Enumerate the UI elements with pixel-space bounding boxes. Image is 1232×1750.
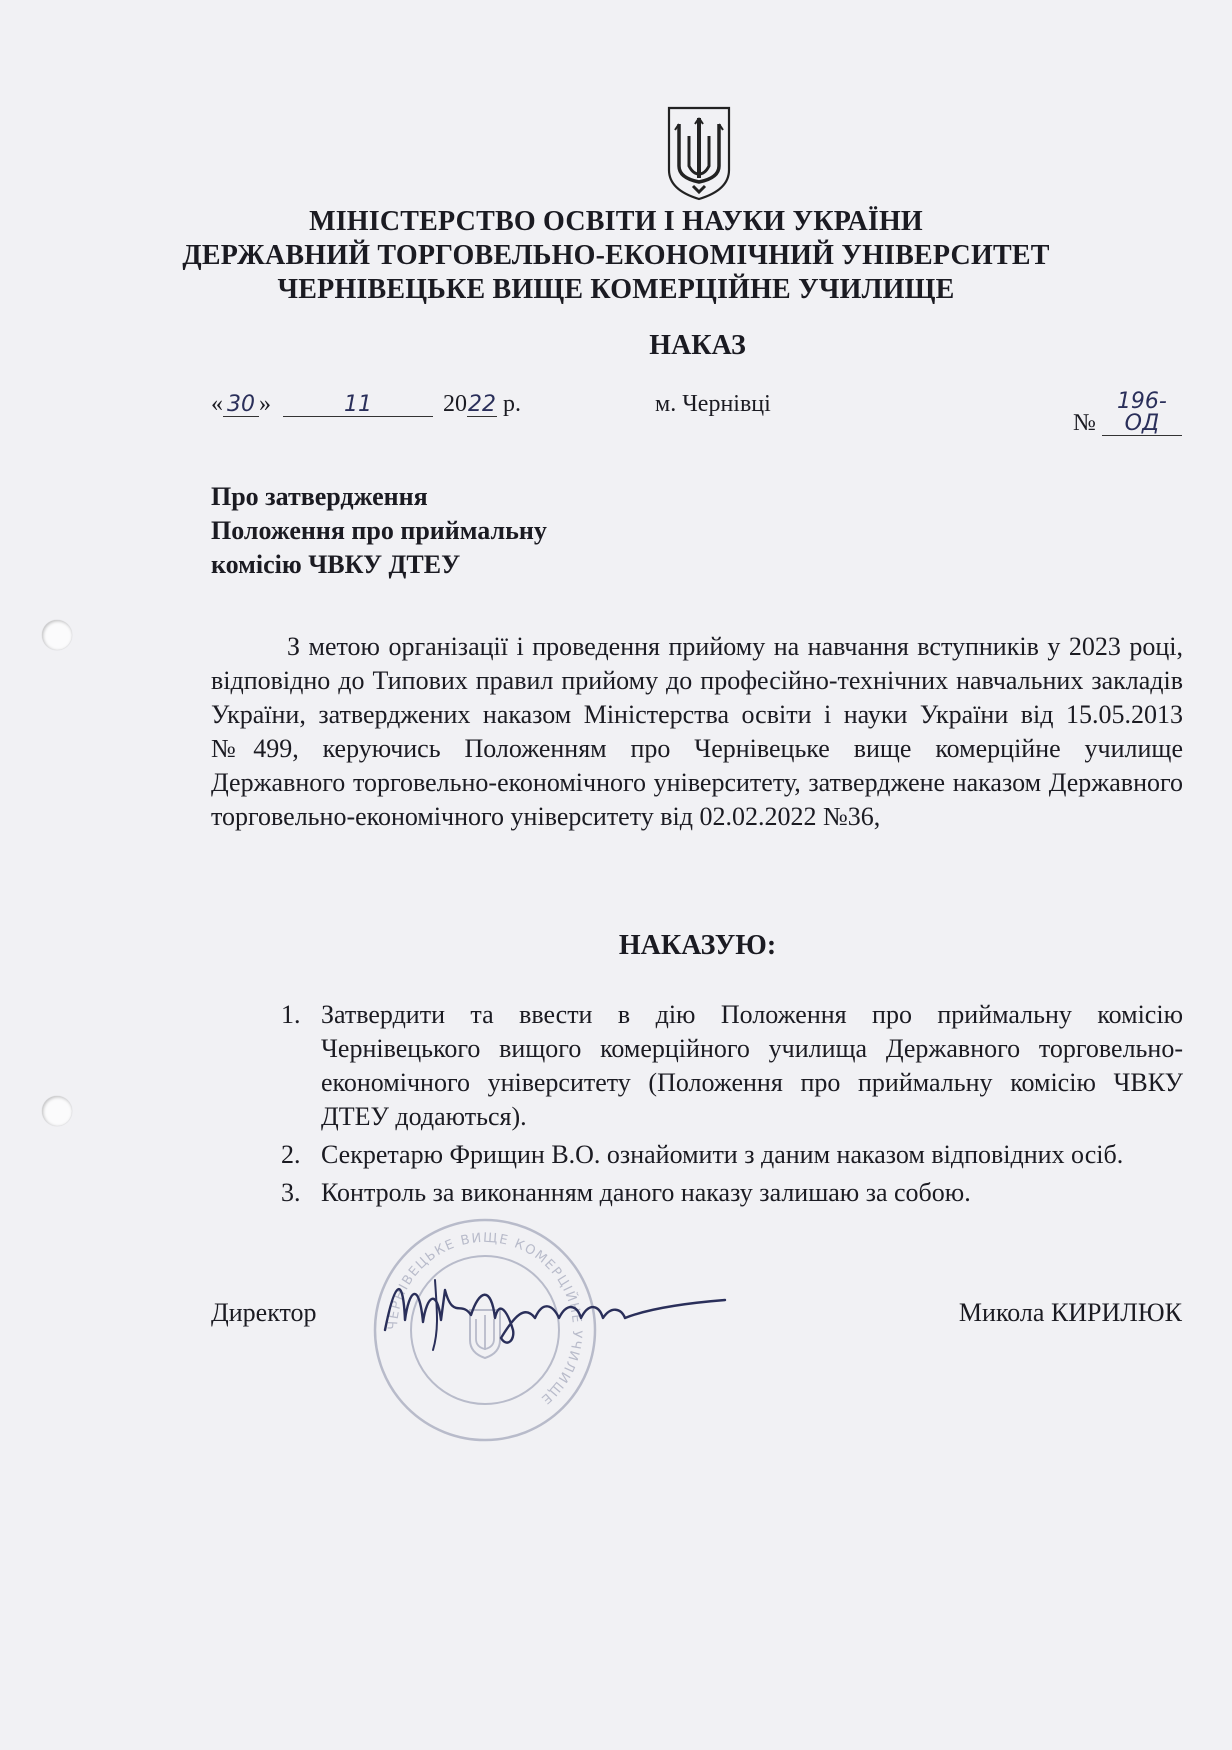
decree-title: НАКАЗУЮ:	[618, 930, 777, 961]
college-heading: ЧЕРНІВЕЦЬКЕ ВИЩЕ КОМЕРЦІЙНЕ УЧИЛИЩЕ	[277, 274, 955, 305]
number-label: №	[1073, 410, 1096, 436]
subject-line-1: Про затвердження	[211, 482, 428, 511]
year-suffix: 22	[468, 392, 496, 417]
order-items-list	[281, 998, 1183, 1214]
signatory-name: Микола КИРИЛЮК	[958, 1298, 1182, 1327]
signatory-role: Директор	[211, 1298, 317, 1327]
year-unit: р.	[503, 391, 521, 417]
preamble-paragraph: З метою організації і проведення прийому на навчання вступників у 2023 році, відповідно до Типових правил прийому до професійно-технічних навчальних закладів України, затверджених наказом Міністерства освіти і науки України від 15.05.2013 №499, керуючись Положенням про Чернівецьке вище комерційне училище Державного торговельно-економічного університету, затверджене наказом Державного торговельно-економічного університету від 02.02.2022 №36,	[211, 632, 1183, 831]
trident-coat-of-arms-icon	[665, 104, 733, 202]
punch-hole-bottom	[42, 1096, 72, 1126]
item-text: Контроль за виконанням даного наказу залишаю за собою.	[321, 1178, 971, 1207]
order-item	[281, 1176, 1183, 1210]
item-number: 1.	[281, 1000, 301, 1029]
order-city: м. Чернівці	[655, 391, 771, 417]
subject-line-2: Положення про приймальну	[211, 516, 547, 545]
year-prefix: 20	[443, 391, 467, 417]
order-title: НАКАЗ	[649, 330, 746, 361]
ministry-heading: МІНІСТЕРСТВО ОСВІТИ І НАУКИ УКРАЇНИ	[309, 206, 923, 237]
date-quote-open: «	[211, 391, 223, 417]
item-text: Секретарю Фрищин В.О. ознайомити з даним наказом відповідних осіб.	[321, 1140, 1124, 1169]
order-subject	[211, 480, 547, 582]
item-text: Затвердити та ввести в дію Положення про приймальну комісію Чернівецького вищого комерційного училища Державного торговельно-економічного університету (Положення про приймальну комісію ЧВКУ ДТЕУ додаються).	[321, 1000, 1183, 1131]
item-number: 2.	[281, 1140, 301, 1169]
order-date	[211, 391, 521, 418]
subject-line-3: комісію ЧВКУ ДТЕУ	[211, 550, 461, 579]
date-quote-close: »	[259, 391, 271, 417]
order-number-value: 196-ОД	[1102, 391, 1182, 436]
punch-hole-top	[42, 620, 72, 650]
university-heading: ДЕРЖАВНИЙ ТОРГОВЕЛЬНО-ЕКОНОМІЧНИЙ УНІВЕРСИТЕТ	[182, 240, 1050, 271]
order-item	[281, 998, 1183, 1134]
item-number: 3.	[281, 1178, 301, 1207]
order-number	[1073, 391, 1182, 437]
order-month: 11	[283, 394, 433, 417]
handwritten-signature-icon	[375, 1260, 735, 1355]
order-item	[281, 1138, 1183, 1172]
svg-text:ЧЕРНІВЕЦЬКЕ ВИЩЕ КОМЕРЦІЙНЕ УЧ: ЧЕРНІВЕЦЬКЕ ВИЩЕ КОМЕРЦІЙНЕ УЧИЛИЩЕ	[385, 1230, 585, 1408]
order-day: 30	[223, 394, 259, 417]
